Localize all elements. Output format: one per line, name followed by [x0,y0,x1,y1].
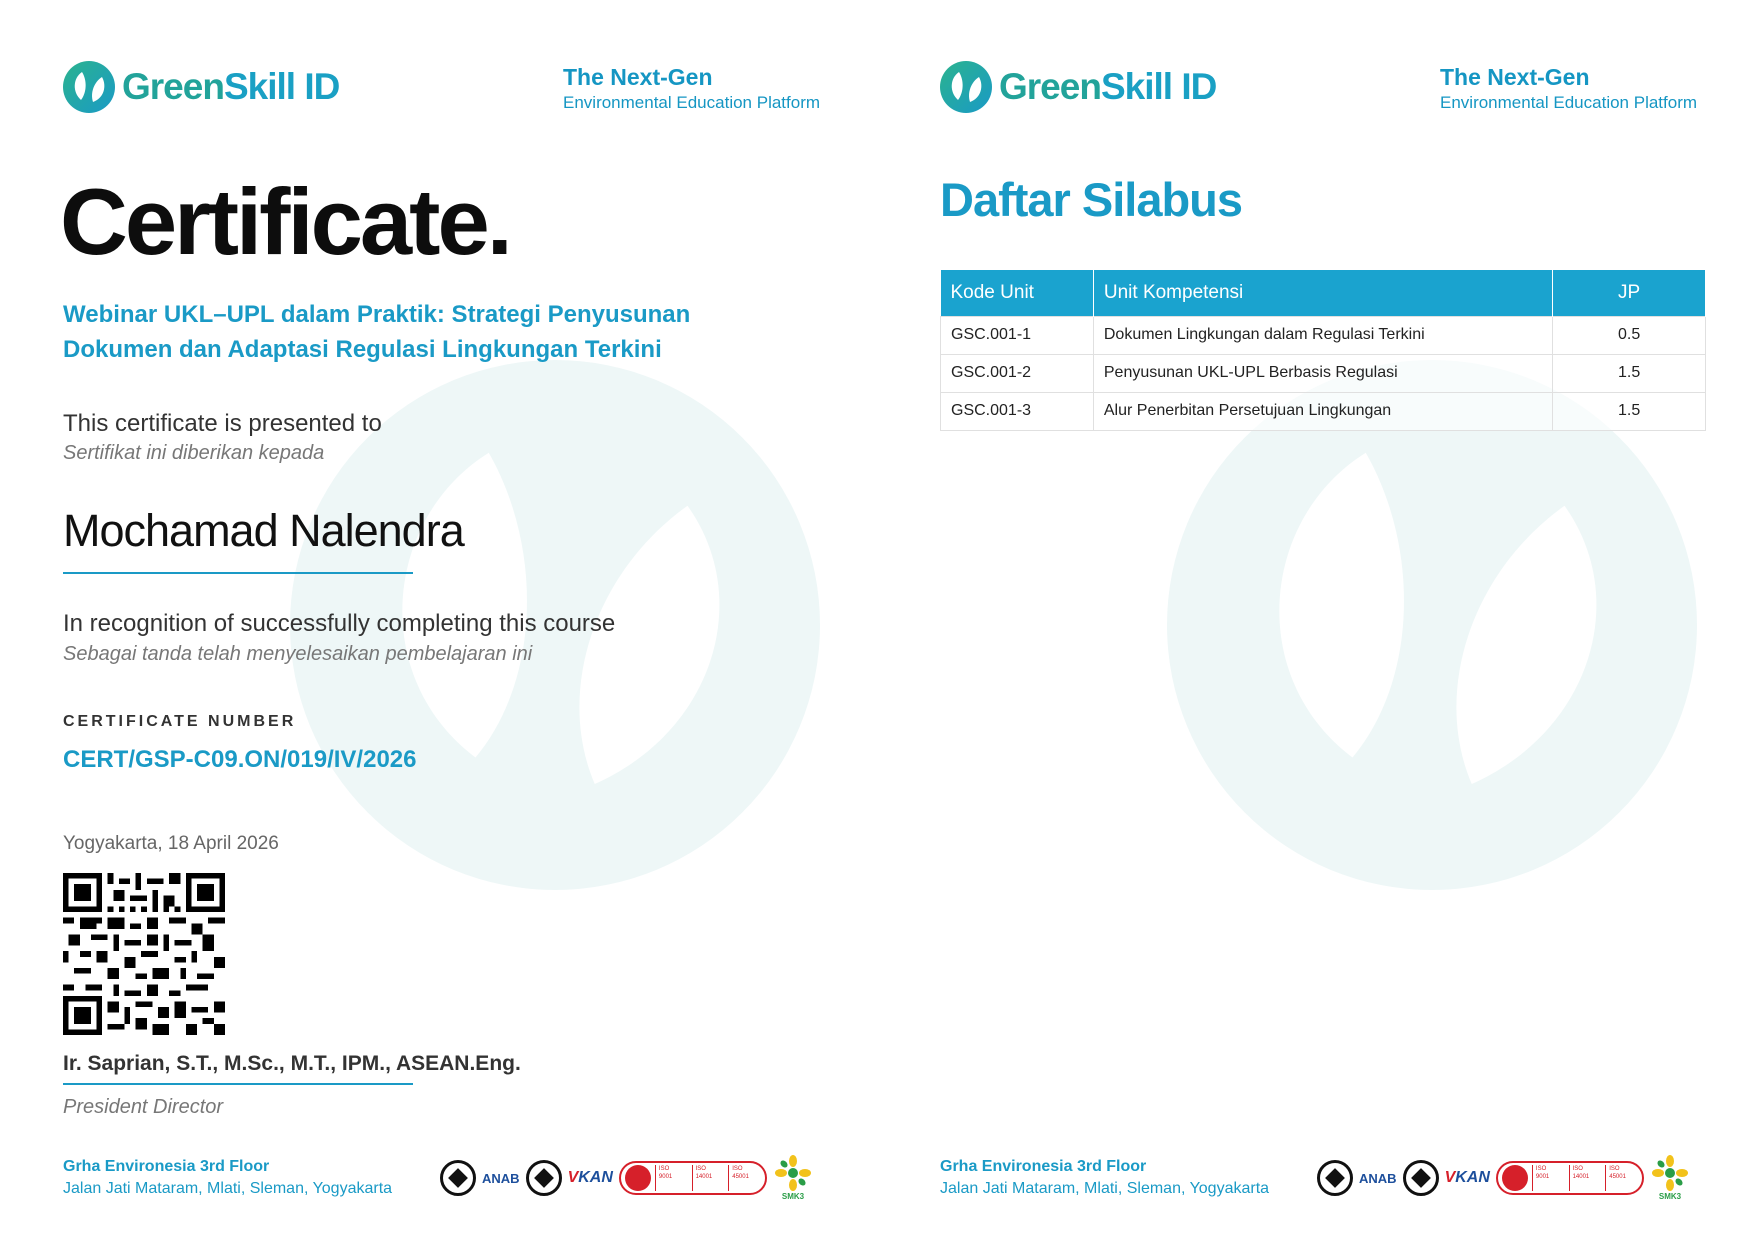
iso-badge-icon: ISO 9001 ISO 14001 ISO 45001 [619,1161,767,1195]
name-underline [63,572,413,574]
syllabus-title: Daftar Silabus [940,173,1243,226]
qr-code-icon[interactable] [63,873,225,1035]
signer-role: President Director [63,1096,224,1118]
table-header-row [941,270,1706,316]
signer-underline [63,1083,413,1085]
bsi-badge-icon [526,1160,562,1196]
kan-badge-icon: VKAN [567,1169,613,1186]
cell-unit: Dokumen Lingkungan dalam Regulasi Terkini [1093,316,1552,354]
smk3-badge-icon [773,1155,813,1201]
cell-code: GSC.001-3 [941,392,1094,430]
certification-badges [1317,1155,1690,1201]
recognition-id: Sebagai tanda telah menyelesaikan pembelajaran ini [63,643,533,665]
tagline-line2: Environmental Education Platform [1440,93,1698,112]
syllabus-page [877,0,1754,1241]
greenskill-logo-icon [62,60,116,114]
table-row [941,316,1706,354]
tagline [1440,64,1697,113]
tagline [563,64,820,113]
column-header-unit: Unit Kompetensi [1093,270,1552,316]
bsi-badge-icon [1403,1160,1439,1196]
smk3-badge-icon [1650,1155,1690,1201]
certification-badges [440,1155,813,1201]
svg-text:SMK3: SMK3 [781,1192,805,1201]
cell-jp: 1.5 [1553,392,1706,430]
cell-unit: Alur Penerbitan Persetujuan Lingkungan [1093,392,1552,430]
column-header-code: Kode Unit [941,270,1094,316]
greenskill-logo [62,60,339,114]
tagline-line1: The Next-Gen [1440,64,1590,90]
address [940,1158,1269,1198]
table-row [941,354,1706,392]
address-line2: Jalan Jati Mataram, Mlati, Sleman, Yogyakarta [940,1180,1270,1197]
logo-wordmark: GreenSkill ID [122,66,340,107]
iso-badge-icon: ISO 9001 ISO 14001 ISO 45001 [1496,1161,1644,1195]
cell-jp: 0.5 [1553,316,1706,354]
column-header-jp: JP [1553,270,1706,316]
cell-code: GSC.001-2 [941,354,1094,392]
greenskill-logo-icon [939,60,993,114]
tagline-line2: Environmental Education Platform [563,93,821,112]
logo-wordmark: GreenSkill ID [999,66,1217,107]
leaf-watermark-icon [1167,360,1697,890]
presented-to-en: This certificate is presented to [63,410,382,437]
syllabus-table [940,270,1706,431]
signer-name: Ir. Saprian, S.T., M.Sc., M.T., IPM., ASEAN.Eng. [63,1052,521,1075]
place-date: Yogyakarta, 18 April 2026 [63,833,279,854]
cell-unit: Penyusunan UKL-UPL Berbasis Regulasi [1093,354,1552,392]
address-line2: Jalan Jati Mataram, Mlati, Sleman, Yogyakarta [63,1180,393,1197]
cell-jp: 1.5 [1553,354,1706,392]
svg-text:SMK3: SMK3 [1658,1192,1682,1201]
tagline-line1: The Next-Gen [563,64,713,90]
certificate-number-label: CERTIFICATE NUMBER [63,713,297,730]
certificate-number: CERT/GSP-C09.ON/019/IV/2026 [63,746,417,773]
cell-code: GSC.001-1 [941,316,1094,354]
table-row [941,392,1706,430]
address [63,1158,392,1198]
recipient-name: Mochamad Nalendra [63,505,464,556]
address-line1: Grha Environesia 3rd Floor [63,1158,270,1175]
presented-to-id: Sertifikat ini diberikan kepada [63,442,325,464]
anab-badge-icon: ANAB [482,1170,520,1186]
course-title: Webinar UKL–UPL dalam Praktik: Strategi Penyusunan Dokumen dan Adaptasi Regulasi Lingkungan Terkini [63,301,691,363]
recognition-en: In recognition of successfully completing this course [63,610,616,637]
certificate-title: Certificate. [60,169,510,274]
greenskill-logo [939,60,1216,114]
anab-badge-icon: ANAB [1359,1170,1397,1186]
bsi-badge-icon [1317,1160,1353,1196]
kan-badge-icon: VKAN [1444,1169,1490,1186]
bsi-badge-icon [440,1160,476,1196]
address-line1: Grha Environesia 3rd Floor [940,1158,1147,1175]
